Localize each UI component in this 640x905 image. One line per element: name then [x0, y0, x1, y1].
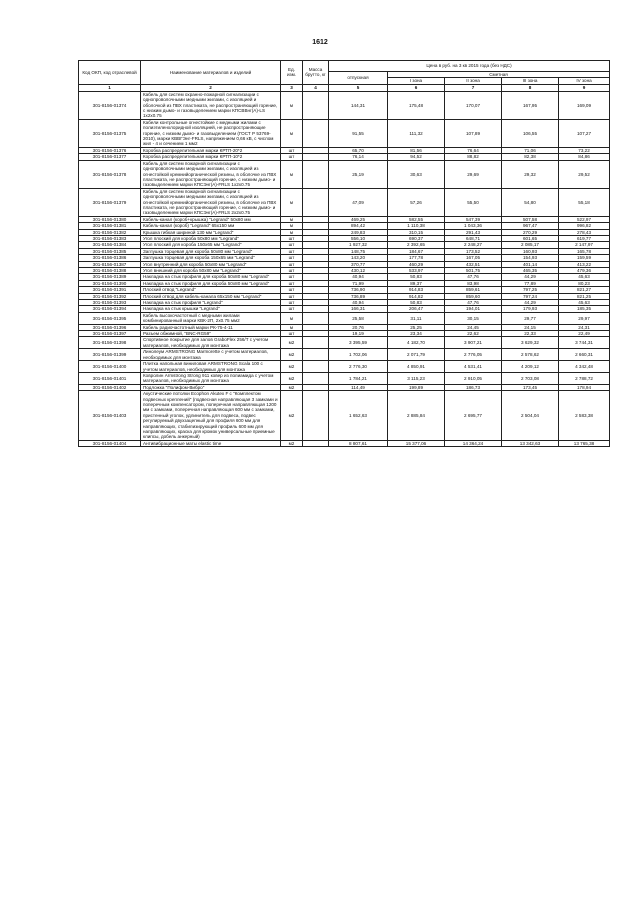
cell-name: Линолеум ARMSTRONG Marmorette с учетом материалов, необходимых для монтажа — [141, 349, 281, 361]
cell-zone-4-price: 413,22 — [559, 261, 610, 267]
cell-zone-3-price: 82,38 — [502, 154, 559, 160]
cell-zone-2-price: 1 043,36 — [445, 223, 502, 229]
cell-zone-3-price: 2 578,62 — [502, 349, 559, 361]
cell-code: 301-8156-01390 — [79, 280, 141, 286]
cell-zone-4-price: 185,35 — [559, 306, 610, 312]
cell-zone-2-price: 30,15 — [445, 312, 502, 324]
cell-release-price: 1 702,06 — [329, 349, 388, 361]
cell-release-price: 40,94 — [329, 300, 388, 306]
cell-zone-4-price: 55,18 — [559, 188, 610, 216]
cell-release-price: 370,77 — [329, 261, 388, 267]
cell-release-price: 144,31 — [329, 91, 388, 119]
cell-zone-2-price: 859,60 — [445, 293, 502, 299]
cell-name: Спортивное покрытие для залов GraboFlex 256/T с учетом материалов, необходимых для монтажа — [141, 337, 281, 349]
cell-zone-4-price: 178,94 — [559, 384, 610, 390]
cell-zone-4-price: 2 583,38 — [559, 391, 610, 441]
cell-release-price: 40,94 — [329, 274, 388, 280]
cell-zone-3-price: 3 629,32 — [502, 337, 559, 349]
cell-code: 301-8156-01374 — [79, 91, 141, 119]
cell-zone-4-price: 4 342,48 — [559, 361, 610, 373]
column-number: 7 — [445, 84, 502, 91]
cell-release-price: 76,14 — [329, 154, 388, 160]
cell-unit: шт — [281, 154, 303, 160]
cell-zone-2-price: 14 364,24 — [445, 440, 502, 446]
cell-mass — [303, 188, 329, 216]
cell-mass — [303, 372, 329, 384]
cell-unit: м2 — [281, 384, 303, 390]
cell-unit: шт — [281, 248, 303, 254]
cell-zone-4-price: 29,97 — [559, 312, 610, 324]
cell-zone-3-price: 173,45 — [502, 384, 559, 390]
cell-release-price: 469,25 — [329, 216, 388, 222]
cell-code: 301-8156-01396 — [79, 324, 141, 330]
cell-unit: м2 — [281, 337, 303, 349]
cell-unit: м — [281, 324, 303, 330]
cell-mass — [303, 349, 329, 361]
cell-zone-2-price: 29,69 — [445, 160, 502, 188]
cell-code: 301-8156-01400 — [79, 361, 141, 373]
cell-zone-4-price: 479,36 — [559, 268, 610, 274]
cell-unit: м2 — [281, 361, 303, 373]
cell-release-price: 2 776,30 — [329, 361, 388, 373]
cell-zone-1-price: 4 182,70 — [388, 337, 445, 349]
table-row — [79, 440, 610, 446]
cell-code: 301-8156-01389 — [79, 274, 141, 280]
cell-zone-4-price: 821,25 — [559, 293, 610, 299]
header-unit: Ед. изм. — [281, 61, 303, 85]
cell-zone-1-price: 50,83 — [388, 274, 445, 280]
cell-zone-1-price: 2 071,79 — [388, 349, 445, 361]
header-name: Наименование материалов и изделий — [141, 61, 281, 85]
cell-zone-4-price: 2 660,31 — [559, 349, 610, 361]
cell-name: Заглушка торцевая для короба 50х80 мм "Legrand" — [141, 248, 281, 254]
cell-unit: шт — [281, 300, 303, 306]
cell-release-price: 736,89 — [329, 293, 388, 299]
cell-zone-2-price: 47,76 — [445, 274, 502, 280]
cell-release-price: 430,12 — [329, 268, 388, 274]
cell-release-price: 1 784,21 — [329, 372, 388, 384]
cell-zone-2-price: 173,52 — [445, 248, 502, 254]
cell-code: 301-8156-01404 — [79, 440, 141, 446]
cell-code: 301-8156-01376 — [79, 147, 141, 153]
cell-zone-1-price: 2 392,65 — [388, 242, 445, 248]
cell-unit: шт — [281, 331, 303, 337]
cell-release-price: 65,70 — [329, 147, 388, 153]
cell-zone-2-price: 3 907,21 — [445, 337, 502, 349]
header-estimate: Сметная — [388, 72, 610, 78]
cell-unit: шт — [281, 235, 303, 241]
cell-name: Заглушка торцевая для короба 150х65 мм "Legrand" — [141, 255, 281, 261]
cell-zone-3-price: 160,93 — [502, 248, 559, 254]
cell-zone-4-price: 278,43 — [559, 229, 610, 235]
cell-zone-1-price: 50,83 — [388, 300, 445, 306]
header-mass: Масса брутто, кг — [303, 61, 329, 85]
column-number: 8 — [502, 84, 559, 91]
cell-zone-2-price: 88,82 — [445, 154, 502, 160]
cell-name: Угол внешний для короба 50х80 мм "Legrand" — [141, 268, 281, 274]
cell-release-price: 20,76 — [329, 324, 388, 330]
cell-unit: шт — [281, 147, 303, 153]
cell-zone-3-price: 967,47 — [502, 223, 559, 229]
cell-release-price: 249,83 — [329, 229, 388, 235]
cell-code: 301-8156-01382 — [79, 229, 141, 235]
column-number: 6 — [388, 84, 445, 91]
cell-code: 301-8156-01377 — [79, 154, 141, 160]
cell-unit: м — [281, 91, 303, 119]
cell-zone-2-price: 24,45 — [445, 324, 502, 330]
cell-zone-4-price: 2 788,72 — [559, 372, 610, 384]
cell-code: 301-8156-01391 — [79, 287, 141, 293]
table-row — [79, 372, 610, 384]
cell-name: Накладка на стык профиля для короба 50х80 мм "Legrand" — [141, 280, 281, 286]
cell-code: 301-8156-01375 — [79, 119, 141, 147]
cell-code: 301-8156-01403 — [79, 391, 141, 441]
cell-code: 301-8156-01399 — [79, 349, 141, 361]
header-zone-2: II зона — [445, 78, 502, 84]
cell-name: Накладка на стык профиля "Legrand" — [141, 300, 281, 306]
cell-unit: м2 — [281, 349, 303, 361]
cell-zone-3-price: 54,80 — [502, 188, 559, 216]
cell-zone-3-price: 465,35 — [502, 268, 559, 274]
cell-name: Ковролин Armstrong Strong 911 ковер из полиамида с учетом материалов, необходимых для монтажа — [141, 372, 281, 384]
cell-unit: шт — [281, 274, 303, 280]
cell-unit: шт — [281, 242, 303, 248]
cell-name: Плоский отвод "Legrand" — [141, 287, 281, 293]
header-release: отпускная — [329, 72, 388, 85]
cell-code: 301-8156-01397 — [79, 331, 141, 337]
cell-zone-3-price: 154,93 — [502, 255, 559, 261]
cell-name: Акустические потолки Ecophon Akutex F с "Комплектом подвесных креплений" (подвесная направляющая 3 замками и поперечным компенсатором, поперечная направляющая 1200 мм с замками, поперечная направляющая 600 мм с замками, пристенный уголок, удлинитель для подвеса, подвес регулируемый двухзацепный для профиля 600 мм для направляющих, стабилизирующий профиль 600 мм для направляющих, краска для кромок универсальные приемные клипсы, добель анкерный) — [141, 391, 281, 441]
cell-zone-2-price: 2 248,27 — [445, 242, 502, 248]
cell-release-price: 91,55 — [329, 119, 388, 147]
cell-zone-3-price: 2 085,17 — [502, 242, 559, 248]
cell-name: Крышка гибкая шириной 130 мм "Legrand" — [141, 229, 281, 235]
cell-zone-3-price: 71,06 — [502, 147, 559, 153]
price-table — [78, 60, 610, 447]
cell-zone-2-price: 432,51 — [445, 261, 502, 267]
cell-unit: шт — [281, 306, 303, 312]
cell-zone-1-price: 4 850,91 — [388, 361, 445, 373]
cell-zone-1-price: 57,26 — [388, 188, 445, 216]
cell-zone-3-price: 401,14 — [502, 261, 559, 267]
column-number: 3 — [281, 84, 303, 91]
cell-zone-4-price: 619,77 — [559, 235, 610, 241]
cell-name: Разъем обжимной, "BNC-RG59" — [141, 331, 281, 337]
cell-unit: шт — [281, 287, 303, 293]
cell-zone-1-price: 81,56 — [388, 147, 445, 153]
cell-zone-1-price: 533,97 — [388, 268, 445, 274]
cell-name: Кабель высокочастотный с медными жилами комбинированный марки КВК-2П, 2x0.75 мм2 — [141, 312, 281, 324]
cell-zone-3-price: 167,95 — [502, 91, 559, 119]
cell-zone-2-price: 2 910,05 — [445, 372, 502, 384]
table-row — [79, 91, 610, 119]
cell-code: 301-8156-01394 — [79, 306, 141, 312]
cell-zone-1-price: 25,25 — [388, 324, 445, 330]
cell-zone-1-price: 111,32 — [388, 119, 445, 147]
cell-zone-4-price: 29,52 — [559, 160, 610, 188]
cell-zone-2-price: 648,71 — [445, 235, 502, 241]
cell-zone-4-price: 107,27 — [559, 119, 610, 147]
cell-unit: м — [281, 216, 303, 222]
cell-unit: м — [281, 188, 303, 216]
cell-mass — [303, 312, 329, 324]
cell-unit: м — [281, 312, 303, 324]
cell-zone-1-price: 94,52 — [388, 154, 445, 160]
cell-zone-2-price: 2 776,05 — [445, 349, 502, 361]
cell-unit: м — [281, 223, 303, 229]
page-number: 1612 — [312, 39, 328, 46]
cell-name: Угол внутренний для короба 50х80 мм "Legrand" — [141, 261, 281, 267]
cell-name: Антивибрационные маты elastic time — [141, 440, 281, 446]
cell-zone-4-price: 996,82 — [559, 223, 610, 229]
cell-mass — [303, 391, 329, 441]
cell-mass — [303, 440, 329, 446]
cell-zone-3-price: 2 504,04 — [502, 391, 559, 441]
cell-code: 301-8156-01395 — [79, 312, 141, 324]
table-row — [79, 337, 610, 349]
cell-code: 301-8156-01402 — [79, 384, 141, 390]
cell-name: Кабель радиочастотный марки РК-75-4-11 — [141, 324, 281, 330]
column-number: 9 — [559, 84, 610, 91]
cell-zone-1-price: 690,37 — [388, 235, 445, 241]
cell-name: Накладка на стык профиля для короба 50х80 мм "Legrand" — [141, 274, 281, 280]
cell-zone-1-price: 1 110,38 — [388, 223, 445, 229]
cell-code: 301-8156-01380 — [79, 216, 141, 222]
cell-zone-2-price: 859,61 — [445, 287, 502, 293]
cell-code: 301-8156-01385 — [79, 248, 141, 254]
cell-release-price: 19,19 — [329, 331, 388, 337]
cell-zone-1-price: 31,11 — [388, 312, 445, 324]
cell-name: Угол плоский для короба 50х80 мм "Legrand" — [141, 235, 281, 241]
column-number: 2 — [141, 84, 281, 91]
table-body — [79, 91, 610, 446]
cell-code: 301-8156-01392 — [79, 293, 141, 299]
cell-mass — [303, 361, 329, 373]
cell-zone-3-price: 179,93 — [502, 306, 559, 312]
cell-zone-3-price: 270,29 — [502, 229, 559, 235]
cell-zone-1-price: 3 115,23 — [388, 372, 445, 384]
header-zone-3: III зона — [502, 78, 559, 84]
cell-name: Плоский отвод для кабель-канала 65х150 мм "Legrand" — [141, 293, 281, 299]
cell-unit: м — [281, 119, 303, 147]
cell-zone-4-price: 165,78 — [559, 248, 610, 254]
cell-zone-4-price: 821,27 — [559, 287, 610, 293]
cell-zone-1-price: 199,89 — [388, 384, 445, 390]
cell-release-price: 894,42 — [329, 223, 388, 229]
cell-code: 301-8156-01388 — [79, 268, 141, 274]
cell-zone-3-price: 22,33 — [502, 331, 559, 337]
cell-zone-4-price: 24,31 — [559, 324, 610, 330]
cell-zone-2-price: 501,75 — [445, 268, 502, 274]
cell-code: 301-8156-01386 — [79, 255, 141, 261]
cell-name: Подложка "Полифом-Вибро" — [141, 384, 281, 390]
cell-name: Кабель для систем охранно-пожарной сигнализации с однопроволочными медными жилами, с изоляцией и оболочкой из ПВХ пластиката, не распространяющий горение, с низким дымо- и газовыделением марки КПСВВнг(А)-LS 1x2x0.75 — [141, 91, 281, 119]
cell-zone-1-price: 914,83 — [388, 287, 445, 293]
cell-name: Кабель для систем пожарной сигнализации с однопроволочными медными жилами, с изоляцией из огнестойкой кремнийорганической резины, в оболочке из ПВХ пластиката, не распространяющий горение, с низким дымо- и газовыделением марки КПСЭнг(А)-FRLS 2x2x0.75 — [141, 188, 281, 216]
cell-zone-2-price: 107,89 — [445, 119, 502, 147]
cell-release-price: 1 652,63 — [329, 391, 388, 441]
cell-zone-2-price: 47,76 — [445, 300, 502, 306]
cell-unit: шт — [281, 261, 303, 267]
cell-zone-4-price: 22,49 — [559, 331, 610, 337]
cell-release-price: 25,58 — [329, 312, 388, 324]
cell-zone-3-price: 29,32 — [502, 160, 559, 188]
cell-unit: м2 — [281, 372, 303, 384]
cell-zone-4-price: 80,23 — [559, 280, 610, 286]
cell-zone-2-price: 22,62 — [445, 331, 502, 337]
cell-release-price: 3 395,59 — [329, 337, 388, 349]
cell-zone-2-price: 547,39 — [445, 216, 502, 222]
cell-zone-2-price: 186,73 — [445, 384, 502, 390]
cell-zone-3-price: 13 342,63 — [502, 440, 559, 446]
cell-name: Накладка на стык крышки "Legrand" — [141, 306, 281, 312]
cell-zone-1-price: 2 885,84 — [388, 391, 445, 441]
cell-zone-3-price: 44,29 — [502, 300, 559, 306]
cell-zone-3-price: 797,24 — [502, 293, 559, 299]
cell-unit: м — [281, 229, 303, 235]
cell-release-price: 556,10 — [329, 235, 388, 241]
table-row — [79, 361, 610, 373]
cell-code: 301-8156-01383 — [79, 235, 141, 241]
cell-unit: м — [281, 160, 303, 188]
cell-zone-1-price: 175,48 — [388, 91, 445, 119]
cell-zone-1-price: 184,67 — [388, 248, 445, 254]
cell-code: 301-8156-01378 — [79, 160, 141, 188]
cell-zone-4-price: 45,63 — [559, 300, 610, 306]
cell-zone-4-price: 159,59 — [559, 255, 610, 261]
cell-release-price: 71,99 — [329, 280, 388, 286]
cell-unit: шт — [281, 268, 303, 274]
cell-release-price: 736,90 — [329, 287, 388, 293]
cell-zone-1-price: 310,15 — [388, 229, 445, 235]
cell-code: 301-8156-01384 — [79, 242, 141, 248]
cell-mass — [303, 337, 329, 349]
cell-zone-4-price: 3 744,31 — [559, 337, 610, 349]
cell-zone-3-price: 797,25 — [502, 287, 559, 293]
table-row — [79, 119, 610, 147]
cell-code: 301-8156-01401 — [79, 372, 141, 384]
cell-zone-1-price: 89,37 — [388, 280, 445, 286]
column-number: 1 — [79, 84, 141, 91]
cell-release-price: 166,31 — [329, 306, 388, 312]
column-number-row — [79, 84, 610, 91]
cell-zone-2-price: 194,01 — [445, 306, 502, 312]
cell-zone-2-price: 167,05 — [445, 255, 502, 261]
table-row — [79, 391, 610, 441]
cell-zone-1-price: 177,78 — [388, 255, 445, 261]
cell-release-price: 8 807,61 — [329, 440, 388, 446]
cell-zone-4-price: 13 765,38 — [559, 440, 610, 446]
cell-name: Кабели контрольные огнестойкие с медными жилами с полиэтиленхлоридной изоляцией, не распространяющие горение, с низким дымо- и газовыделением (ГОСТ Р 53769-2010), марки КВВГЭнг-FRLS, напряжением 0,66 кВ, с числом жил - 4 и сечением 1 мм2 — [141, 119, 281, 147]
column-number: 4 — [303, 84, 329, 91]
cell-unit: шт — [281, 293, 303, 299]
cell-zone-3-price: 29,77 — [502, 312, 559, 324]
cell-zone-4-price: 2 147,97 — [559, 242, 610, 248]
cell-zone-1-price: 582,55 — [388, 216, 445, 222]
cell-zone-1-price: 30,63 — [388, 160, 445, 188]
cell-code: 301-8156-01398 — [79, 337, 141, 349]
cell-name: Коробка распределительная марки КРТП-10*2 — [141, 154, 281, 160]
cell-release-price: 114,49 — [329, 384, 388, 390]
cell-mass — [303, 91, 329, 119]
cell-code: 301-8156-01387 — [79, 261, 141, 267]
table-row — [79, 312, 610, 324]
cell-zone-3-price: 44,29 — [502, 274, 559, 280]
table-row — [79, 160, 610, 188]
cell-zone-1-price: 23,34 — [388, 331, 445, 337]
cell-zone-2-price: 170,07 — [445, 91, 502, 119]
cell-zone-3-price: 24,15 — [502, 324, 559, 330]
column-number: 5 — [329, 84, 388, 91]
cell-release-price: 25,19 — [329, 160, 388, 188]
header-zone-4: IV зона — [559, 78, 610, 84]
cell-zone-4-price: 169,09 — [559, 91, 610, 119]
cell-zone-1-price: 460,29 — [388, 261, 445, 267]
cell-name: Кабель-канал (короб+крышка) "Legrand" 50х80 мм — [141, 216, 281, 222]
cell-unit: м2 — [281, 440, 303, 446]
cell-zone-4-price: 45,63 — [559, 274, 610, 280]
header-code: Код ОКП, код отраслевой — [79, 61, 141, 85]
cell-name: Плитка напольная виниловая ARMSTRONG Scala 100 с учетом материалов, необходимых для монтажа — [141, 361, 281, 373]
cell-name: Кабель для систем пожарной сигнализации с однопроволочными медными жилами, с изоляцией из огнестойкой кремнийорганической резины, в оболочке из ПВХ пластиката, не распространяющий горение, с низким дымо- и газовыделением марки КПСЭнг(А)-FRLS 1x2x0.75 — [141, 160, 281, 188]
cell-code: 301-8156-01393 — [79, 300, 141, 306]
cell-name: Угол плоский для короба 150х65 мм "Legrand" — [141, 242, 281, 248]
table-row — [79, 349, 610, 361]
cell-zone-3-price: 601,65 — [502, 235, 559, 241]
cell-name: Кабель-канал (короб) "Legrand" 65х150 мм — [141, 223, 281, 229]
cell-zone-2-price: 291,43 — [445, 229, 502, 235]
cell-zone-3-price: 2 703,08 — [502, 372, 559, 384]
cell-mass — [303, 119, 329, 147]
cell-zone-1-price: 206,47 — [388, 306, 445, 312]
cell-zone-2-price: 55,50 — [445, 188, 502, 216]
cell-zone-1-price: 15 377,06 — [388, 440, 445, 446]
cell-zone-2-price: 83,98 — [445, 280, 502, 286]
cell-name: Коробка распределительная марки КРТП-20*2 — [141, 147, 281, 153]
cell-release-price: 148,75 — [329, 248, 388, 254]
header-price-group: Цена в руб. на 3 кв 2015 года (без НДС) — [329, 61, 610, 72]
cell-mass — [303, 160, 329, 188]
cell-zone-3-price: 507,58 — [502, 216, 559, 222]
cell-zone-2-price: 76,64 — [445, 147, 502, 153]
cell-release-price: 47,09 — [329, 188, 388, 216]
cell-zone-4-price: 84,86 — [559, 154, 610, 160]
cell-zone-3-price: 77,89 — [502, 280, 559, 286]
cell-zone-1-price: 914,82 — [388, 293, 445, 299]
cell-zone-2-price: 2 695,77 — [445, 391, 502, 441]
cell-unit: шт — [281, 280, 303, 286]
cell-unit: шт — [281, 255, 303, 261]
cell-zone-3-price: 106,55 — [502, 119, 559, 147]
cell-unit: м2 — [281, 391, 303, 441]
cell-zone-4-price: 522,97 — [559, 216, 610, 222]
cell-code: 301-8156-01381 — [79, 223, 141, 229]
cell-zone-3-price: 4 209,12 — [502, 361, 559, 373]
cell-release-price: 1 927,32 — [329, 242, 388, 248]
cell-zone-4-price: 73,22 — [559, 147, 610, 153]
cell-release-price: 143,20 — [329, 255, 388, 261]
table-row — [79, 188, 610, 216]
cell-code: 301-8156-01379 — [79, 188, 141, 216]
header-zone-1: I зона — [388, 78, 445, 84]
cell-zone-2-price: 4 531,41 — [445, 361, 502, 373]
